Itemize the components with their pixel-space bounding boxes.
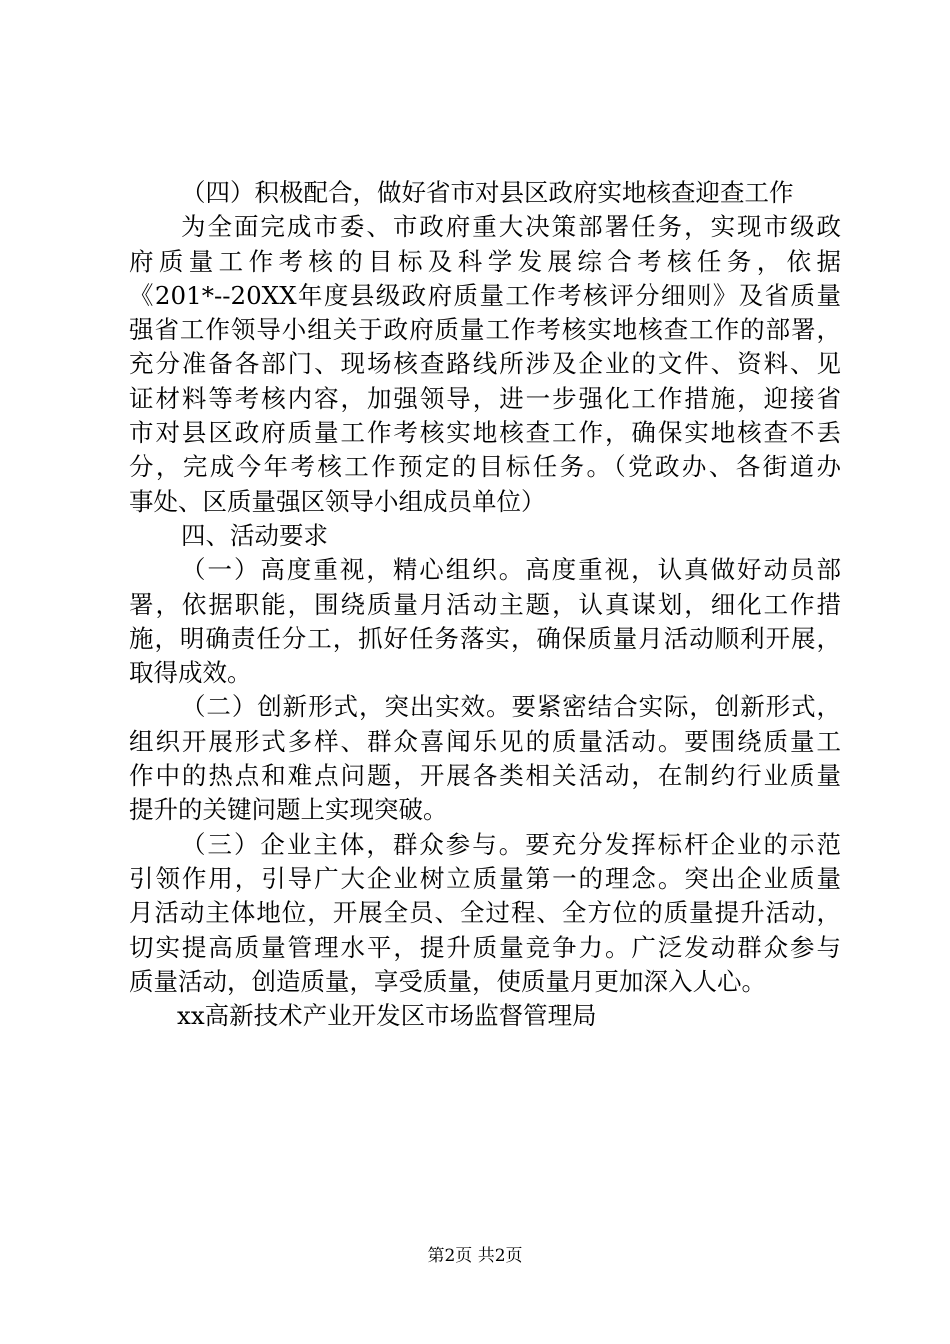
text-line: （二）创新形式，突出实效。要紧密结合实际，创新形式，	[181, 692, 841, 722]
text-line: 强省工作领导小组关于政府质量工作考核实地核查工作的部署，	[129, 315, 841, 345]
text-line: （三）企业主体，群众参与。要充分发挥标杆企业的示范	[181, 829, 841, 859]
document-body	[129, 176, 841, 1033]
text-line: 取得成效。	[129, 658, 252, 688]
text-line: 组织开展形式多样、群众喜闻乐见的质量活动。要围绕质量工	[129, 726, 841, 756]
text-line: （四）积极配合，做好省市对县区政府实地核查迎查工作	[181, 178, 794, 207]
text-line: 事处、区质量强区领导小组成员单位）	[129, 486, 546, 516]
signature-line: xx高新技术产业开发区市场监督管理局	[177, 1001, 597, 1031]
text-line: 为全面完成市委、市政府重大决策部署任务，实现市级政	[181, 212, 841, 242]
text-line: 《201*--20XX年度县级政府质量工作考核评分细则》及省质量	[129, 280, 841, 310]
text-line: 府质量工作考核的目标及科学发展综合考核任务，依据	[129, 246, 841, 276]
page-number-footer: 第2页 共2页	[427, 1246, 523, 1266]
text-line: 作中的热点和难点问题，开展各类相关活动，在制约行业质量	[129, 761, 841, 791]
text-line: 充分准备各部门、现场核查路线所涉及企业的文件、资料、见	[129, 349, 841, 379]
text-line: 四、活动要求	[181, 520, 328, 550]
text-line: 署，依据职能，围绕质量月活动主题，认真谋划，细化工作措	[129, 589, 841, 619]
text-line: 证材料等考核内容，加强领导，进一步强化工作措施，迎接省	[129, 383, 841, 413]
text-line: （一）高度重视，精心组织。高度重视，认真做好动员部	[181, 555, 841, 585]
text-line: 引领作用，引导广大企业树立质量第一的理念。突出企业质量	[129, 863, 841, 893]
text-line: 提升的关键问题上实现突破。	[129, 795, 448, 825]
text-line: 质量活动，创造质量，享受质量，使质量月更加深入人心。	[129, 966, 766, 996]
text-line: 月活动主体地位，开展全员、全过程、全方位的质量提升活动，	[129, 898, 841, 928]
text-line: 市对县区政府质量工作考核实地核查工作，确保实地核查不丢	[129, 418, 841, 448]
paragraph-lines	[129, 176, 841, 999]
text-line: 切实提高质量管理水平，提升质量竞争力。广泛发动群众参与	[129, 932, 841, 962]
text-line: 分，完成今年考核工作预定的目标任务。（党政办、各街道办	[129, 452, 841, 482]
text-line: 施，明确责任分工，抓好任务落实，确保质量月活动顺利开展，	[129, 623, 841, 653]
